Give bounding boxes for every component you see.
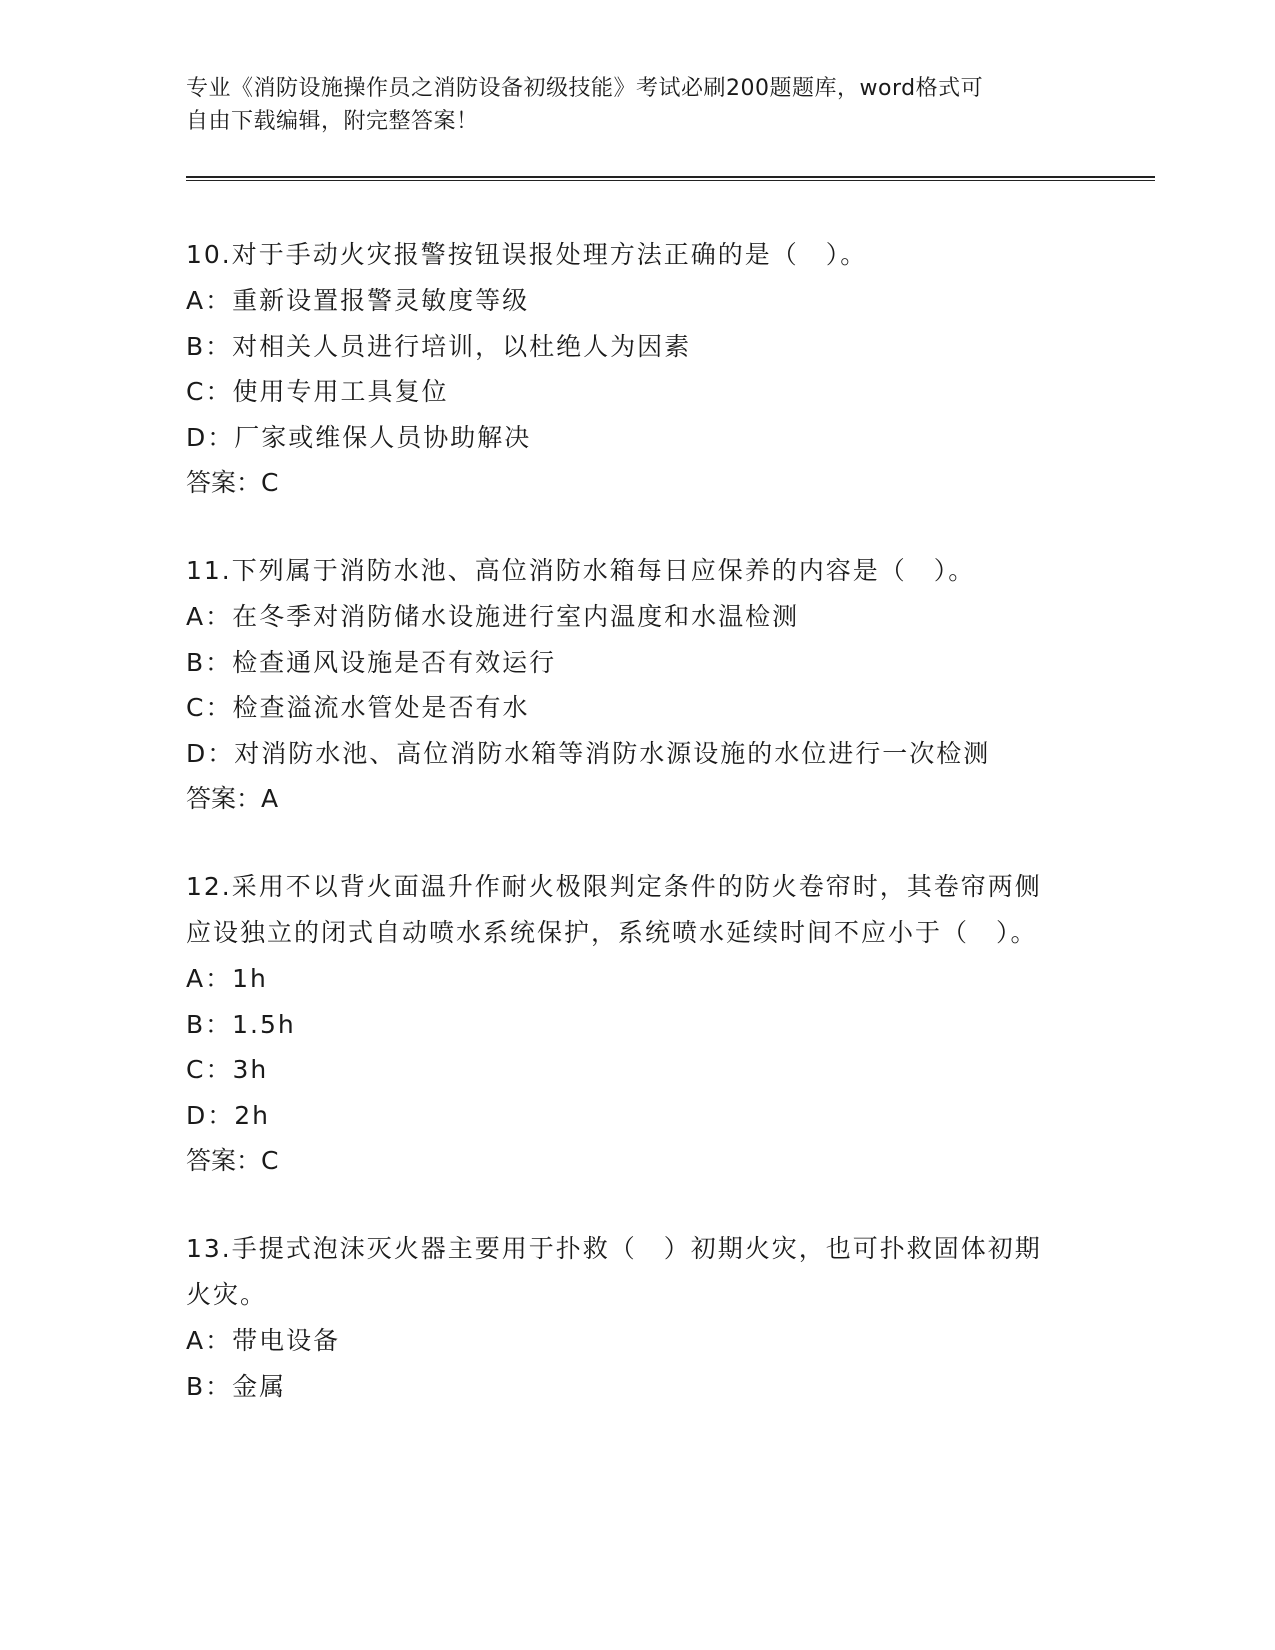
question-list: [186, 232, 1066, 1451]
question-11: [186, 548, 1066, 822]
option-b: B：对相关人员进行培训，以杜绝人为因素: [186, 331, 692, 361]
question-stem: 10.对于手动火灾报警按钮误报处理方法正确的是（ ）。: [186, 240, 868, 269]
answer-value: A: [261, 784, 281, 813]
header-line-2: 自由下载编辑，附完整答案！: [186, 109, 479, 134]
answer-label: 答案：: [186, 1146, 262, 1175]
question-13: [186, 1226, 1066, 1409]
answer-label: 答案：: [186, 468, 262, 497]
answer-line: [186, 460, 1066, 506]
question-10: [186, 232, 1066, 506]
option-a: A：在冬季对消防储水设施进行室内温度和水温检测: [186, 602, 800, 631]
option-b: B：1.5h: [186, 1009, 296, 1039]
question-stem: 13.手提式泡沫灭火器主要用于扑救（ ）初期火灾，也可扑救固体初期火灾。: [186, 1234, 1042, 1309]
option-c: C：使用专用工具复位: [186, 377, 449, 406]
answer-line: [186, 776, 1066, 822]
answer-value: C: [261, 468, 281, 497]
option-a: A：带电设备: [186, 1326, 341, 1355]
question-stem: 12.采用不以背火面温升作耐火极限判定条件的防火卷帘时，其卷帘两侧应设独立的闭式自动喷水系统保护，系统喷水延续时间不应小于（ ）。: [186, 872, 1042, 947]
option-d: D：厂家或维保人员协助解决: [186, 422, 532, 452]
header-line-1: 专业《消防设施操作员之消防设备初级技能》考试必刷200题题库，word格式可: [186, 76, 984, 101]
answer-line: [186, 1138, 1066, 1184]
question-stem: 11.下列属于消防水池、高位消防水箱每日应保养的内容是（ ）。: [186, 556, 976, 585]
option-d: D：2h: [186, 1100, 271, 1130]
option-b: B：金属: [186, 1371, 287, 1401]
option-c: C：3h: [186, 1055, 269, 1084]
option-c: C：检查溢流水管处是否有水: [186, 693, 530, 722]
option-a: A：重新设置报警灵敏度等级: [186, 286, 530, 315]
document-header: [186, 72, 1066, 138]
answer-value: C: [261, 1146, 281, 1175]
option-b: B：检查通风设施是否有效运行: [186, 647, 557, 677]
question-12: [186, 864, 1066, 1184]
answer-label: 答案：: [186, 784, 262, 813]
option-d: D：对消防水池、高位消防水箱等消防水源设施的水位进行一次检测: [186, 738, 991, 768]
option-a: A：1h: [186, 964, 268, 993]
header-divider: [186, 176, 1155, 181]
